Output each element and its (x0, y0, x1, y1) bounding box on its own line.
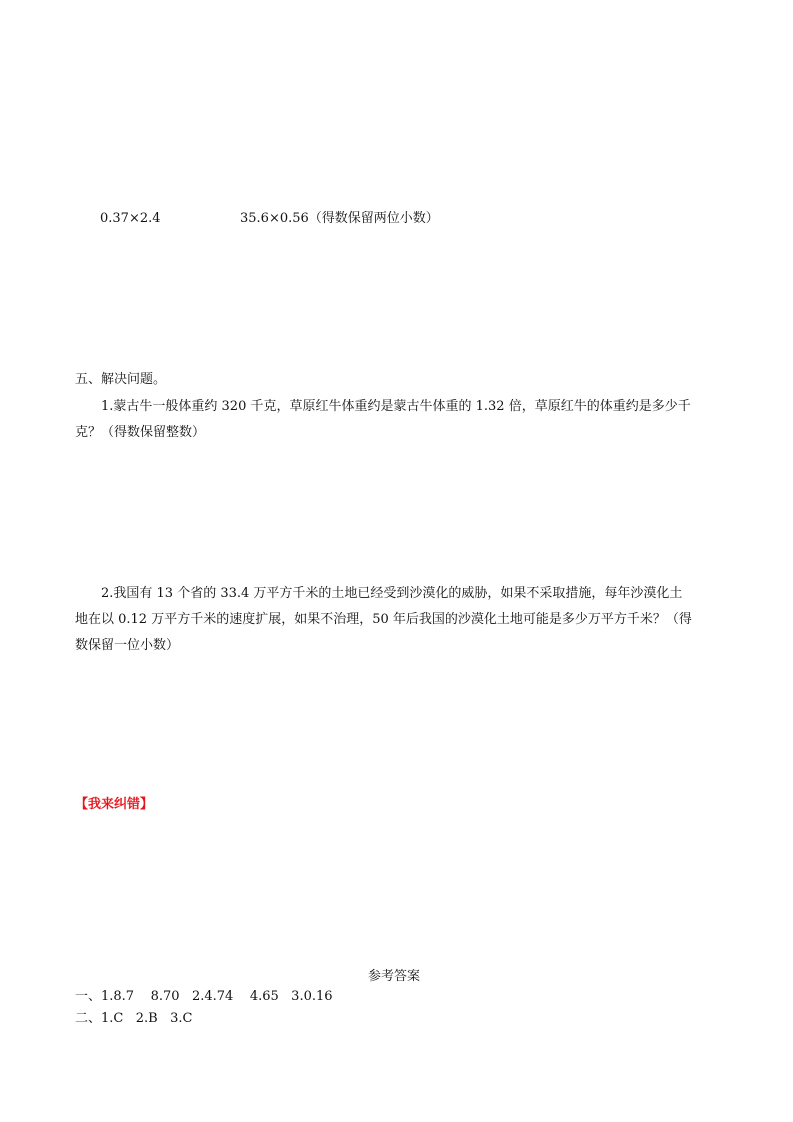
answers-title: 参考答案 (368, 969, 421, 984)
answers-line-1: 一、1.8.7 8.70 2.4.74 4.65 3.0.16 (75, 989, 333, 1004)
calc-expression-2: 35.6×0.56（得数保留两位小数） (240, 211, 439, 226)
answers-line-2: 二、1.C 2.B 3.C (75, 1011, 193, 1026)
question-1-line-2: 克？（得数保留整数） (75, 425, 206, 440)
question-2-line-2: 地在以 0.12 万平方千米的速度扩展，如果不治理，50 年后我国的沙漠化土地可能是多少万平方千米？（得 (75, 612, 692, 627)
calc-expression-1: 0.37×2.4 (100, 211, 161, 226)
question-2-line-3: 数保留一位小数） (75, 638, 180, 653)
section-heading: 五、解决问题。 (75, 372, 167, 387)
question-1-line-1: 1.蒙古牛一般体重约 320 千克，草原红牛体重约是蒙古牛体重的 1.32 倍，草原红牛的体重约是多少千 (101, 399, 691, 414)
question-2-line-1: 2.我国有 13 个省的 33.4 万平方千米的土地已经受到沙漠化的威胁，如果不采取措施，每年沙漠化土 (101, 586, 683, 601)
correction-title: 【我来纠错】 (75, 797, 154, 812)
